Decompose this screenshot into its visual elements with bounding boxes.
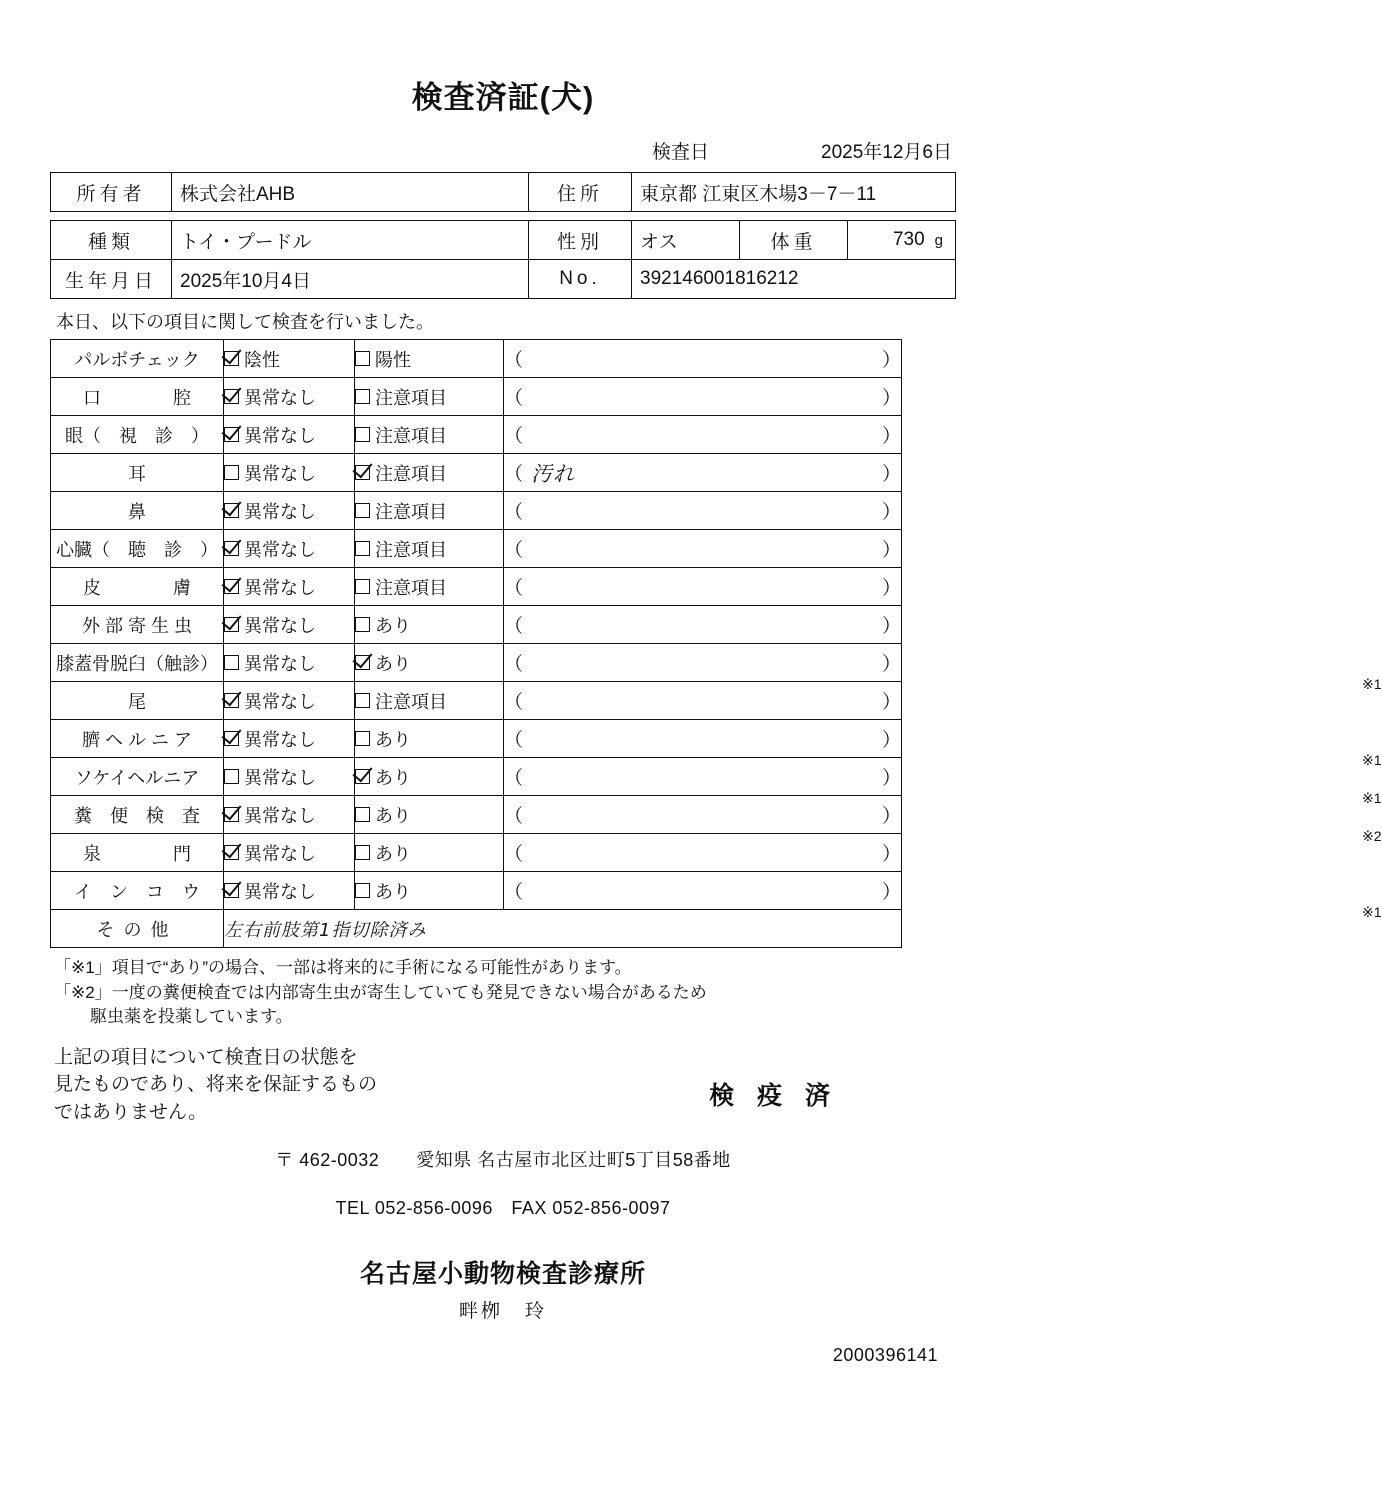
clinic-address: 〒 462-0032 愛知県 名古屋市北区辻町5丁目58番地: [275, 1149, 731, 1170]
option-1-cell[interactable]: [224, 720, 355, 758]
table-row: [51, 454, 902, 492]
disclaimer-line-1: 上記の項目について検査日の状態を: [54, 1046, 358, 1068]
table-row: [51, 796, 902, 834]
remark-cell[interactable]: [504, 454, 902, 492]
table-row: [51, 720, 902, 758]
checkbox-icon[interactable]: [355, 503, 370, 518]
note-mark: ※2: [1362, 828, 1382, 844]
option-2-label: 注意項目: [375, 425, 447, 446]
address-label: 住所: [529, 173, 632, 212]
paren-close: ）: [881, 882, 901, 903]
option-2-cell[interactable]: [355, 340, 504, 378]
other-value: 左右前肢第1指切除済み: [224, 910, 902, 948]
option-1-label: 異常なし: [244, 881, 316, 902]
option-1-label: 異常なし: [244, 615, 316, 636]
item-label: 眼（ 視 診 ）: [51, 416, 224, 454]
footnote-2: 「※2」一度の糞便検査では内部寄生虫が寄生していても発見できない場合があるため: [54, 982, 707, 1002]
owner-row: [51, 173, 956, 212]
checkbox-icon[interactable]: [224, 427, 239, 442]
item-label: 尾: [51, 682, 224, 720]
checkbox-icon[interactable]: [355, 845, 370, 860]
item-label: 膝蓋骨脱臼（触診）: [51, 644, 224, 682]
option-2-label: 陽性: [375, 349, 411, 370]
checkbox-icon[interactable]: [355, 807, 370, 822]
paren-open: （: [504, 768, 524, 789]
checkbox-icon[interactable]: [224, 465, 239, 480]
checkbox-icon[interactable]: [224, 617, 239, 632]
item-label: 鼻: [51, 492, 224, 530]
disclaimer-line-2: 見たものであり、将来を保証するもの: [54, 1074, 378, 1096]
table-row: [51, 872, 902, 910]
breed-value: トイ・プードル: [172, 221, 529, 260]
paren-close: ）: [881, 502, 901, 523]
checkbox-icon[interactable]: [224, 389, 239, 404]
remark-cell[interactable]: [504, 606, 902, 644]
option-1-label: 異常なし: [244, 577, 316, 598]
table-row: [51, 378, 902, 416]
option-2-cell[interactable]: [355, 492, 504, 530]
option-1-label: 異常なし: [244, 691, 316, 712]
footnote-1: 「※1」項目で“あり”の場合、一部は将来的に手術になる可能性があります。: [54, 958, 632, 977]
paren-open: （: [504, 388, 524, 409]
paren-close: ）: [881, 806, 901, 827]
paren-open: （: [504, 616, 524, 637]
option-1-cell[interactable]: [224, 796, 355, 834]
checkbox-icon[interactable]: [224, 351, 239, 366]
paren-open: （: [504, 426, 524, 447]
item-label: 臍 ヘ ル ニ ア: [51, 720, 224, 758]
quarantine-stamp: 検 疫 済: [709, 1081, 838, 1110]
paren-open: （: [504, 350, 524, 371]
birth-row: [51, 260, 956, 299]
option-1-label: 異常なし: [244, 767, 316, 788]
table-row: [51, 644, 902, 682]
row-gap: [51, 212, 956, 221]
item-label: 糞 便 検 査: [51, 796, 224, 834]
paren-open: （: [504, 578, 524, 599]
remark-cell[interactable]: [504, 720, 1382, 768]
address-value: 東京都 江東区木場3－7－11: [632, 173, 956, 212]
paren-close: ）: [881, 578, 901, 599]
paren-close: ）: [881, 768, 901, 789]
paren-open: （: [504, 692, 524, 713]
paren-close: ）: [881, 844, 901, 865]
checkbox-icon[interactable]: [224, 579, 239, 594]
item-label: パルボチェック: [51, 340, 224, 378]
paren-close: ）: [881, 692, 901, 713]
checkbox-icon[interactable]: [355, 465, 370, 480]
owner-value: 株式会社AHB: [172, 173, 529, 212]
note-mark: ※1: [1362, 752, 1382, 768]
remark-cell[interactable]: [504, 682, 902, 720]
checkbox-icon[interactable]: [224, 541, 239, 556]
option-1-cell[interactable]: [224, 340, 355, 378]
checkbox-icon[interactable]: [224, 883, 239, 898]
exam-items-table: [50, 339, 1382, 948]
checkbox-icon[interactable]: [355, 693, 370, 708]
paren-open: （: [504, 654, 524, 675]
option-2-label: あり: [375, 805, 411, 826]
remark-cell[interactable]: [504, 834, 902, 872]
option-2-label: あり: [375, 881, 411, 902]
remark-cell[interactable]: [504, 796, 1382, 844]
option-1-label: 異常なし: [244, 501, 316, 522]
table-row: [51, 416, 902, 454]
option-2-label: 注意項目: [375, 463, 447, 484]
option-1-label: 陰性: [244, 349, 280, 370]
breed-row: [51, 221, 956, 260]
checkbox-icon[interactable]: [224, 845, 239, 860]
table-row: [51, 492, 902, 530]
item-label: 外 部 寄 生 虫: [51, 606, 224, 644]
paren-open: （: [504, 730, 524, 751]
clinic-tel: TEL 052-856-0096 FAX 052-856-0097: [335, 1197, 671, 1218]
option-2-cell[interactable]: [355, 682, 504, 720]
paren-close: ）: [881, 654, 901, 675]
breed-label: 種類: [51, 221, 172, 260]
paren-close: ）: [881, 616, 901, 637]
option-1-cell[interactable]: [224, 682, 355, 720]
remark-text: 汚れ: [531, 461, 576, 486]
option-1-cell[interactable]: [224, 834, 355, 872]
note-mark: ※1: [1362, 904, 1382, 920]
remark-cell[interactable]: [504, 644, 1382, 692]
no-label: No.: [529, 260, 632, 299]
option-1-label: 異常なし: [244, 843, 316, 864]
paren-open: （: [504, 540, 524, 561]
item-label: 耳: [51, 454, 224, 492]
remark-cell[interactable]: [504, 530, 902, 568]
checkbox-icon[interactable]: [224, 807, 239, 822]
item-label: 心臓（ 聴 診 ）: [51, 530, 224, 568]
option-2-cell[interactable]: [355, 568, 504, 606]
option-2-cell[interactable]: [355, 872, 504, 910]
footnote-3: 駆虫薬を投薬しています。: [90, 1007, 293, 1027]
paren-close: ）: [881, 426, 901, 447]
remark-cell[interactable]: [504, 758, 1382, 806]
owner-label: 所有者: [51, 173, 172, 212]
option-1-cell[interactable]: [224, 416, 355, 454]
weight-unit: g: [934, 232, 943, 249]
option-2-cell[interactable]: [355, 606, 504, 644]
sex-value: オス: [632, 221, 740, 260]
checkbox-icon[interactable]: [355, 655, 370, 670]
table-row: [51, 834, 902, 872]
checkbox-icon[interactable]: [355, 351, 370, 366]
paren-close: ）: [881, 540, 901, 561]
paren-close: ）: [881, 730, 901, 751]
header-table: [50, 172, 956, 299]
page-title: 検査済証(犬): [411, 80, 595, 115]
option-2-cell[interactable]: [355, 720, 504, 758]
paren-open: （: [504, 844, 524, 865]
weight-value: 730: [892, 229, 925, 250]
option-1-label: 異常なし: [244, 463, 316, 484]
checkbox-icon[interactable]: [355, 617, 370, 632]
option-1-cell[interactable]: [224, 758, 355, 796]
option-2-cell[interactable]: [355, 644, 504, 682]
option-2-label: あり: [375, 767, 411, 788]
option-1-label: 異常なし: [244, 425, 316, 446]
sex-label: 性別: [529, 221, 632, 260]
item-label: イ ン コ ウ: [51, 872, 224, 910]
option-1-cell[interactable]: [224, 530, 355, 568]
clinic-name: 名古屋小動物検査診療所: [359, 1259, 646, 1288]
exam-date: [50, 137, 952, 164]
checkbox-icon[interactable]: [224, 693, 239, 708]
clinic-info: [50, 1146, 956, 1323]
option-2-label: あり: [375, 729, 411, 750]
birth-label: 生年月日: [51, 260, 172, 299]
option-1-label: 異常なし: [244, 387, 316, 408]
paren-open: （: [504, 464, 524, 485]
option-2-cell[interactable]: [355, 834, 504, 872]
option-2-cell[interactable]: [355, 378, 504, 416]
option-2-label: 注意項目: [375, 387, 447, 408]
checkbox-icon[interactable]: [355, 731, 370, 746]
checkbox-icon[interactable]: [355, 769, 370, 784]
exam-date-label: 検査日: [652, 142, 710, 163]
item-label: ソケイヘルニア: [51, 758, 224, 796]
paren-close: ）: [881, 464, 901, 485]
table-row: [51, 606, 902, 644]
exam-date-value: 2025年12月6日: [821, 142, 952, 163]
option-1-label: 異常なし: [244, 653, 316, 674]
paren-close: ）: [881, 350, 901, 371]
item-label: 口 腔: [51, 378, 224, 416]
checkbox-icon[interactable]: [224, 769, 239, 784]
option-1-cell[interactable]: [224, 872, 355, 910]
option-2-label: 注意項目: [375, 691, 447, 712]
option-2-label: 注意項目: [375, 539, 447, 560]
other-row: [51, 910, 902, 948]
checkbox-icon[interactable]: [224, 731, 239, 746]
paren-open: （: [504, 502, 524, 523]
checkbox-icon[interactable]: [355, 541, 370, 556]
remark-cell[interactable]: [504, 340, 902, 378]
option-2-cell[interactable]: [355, 530, 504, 568]
remark-cell[interactable]: [504, 568, 902, 606]
footnotes: [54, 956, 956, 1030]
option-2-label: あり: [375, 653, 411, 674]
weight-cell: [848, 221, 956, 260]
option-1-cell[interactable]: [224, 454, 355, 492]
option-2-cell[interactable]: [355, 796, 504, 834]
no-value: 392146001816212: [632, 260, 956, 299]
item-label: 皮 膚: [51, 568, 224, 606]
table-row: [51, 568, 902, 606]
checkbox-icon[interactable]: [355, 389, 370, 404]
table-row: [51, 758, 902, 796]
checkbox-icon[interactable]: [224, 503, 239, 518]
option-2-cell[interactable]: [355, 454, 504, 492]
option-1-cell[interactable]: [224, 378, 355, 416]
table-row: [51, 682, 902, 720]
certificate-page: [0, 72, 1382, 1498]
paren-open: （: [504, 882, 524, 903]
paren-open: （: [504, 806, 524, 827]
option-1-cell[interactable]: [224, 644, 355, 682]
option-2-cell[interactable]: [355, 416, 504, 454]
option-1-cell[interactable]: [224, 492, 355, 530]
checkbox-icon[interactable]: [224, 655, 239, 670]
paren-close: ）: [881, 388, 901, 409]
remark-cell[interactable]: [504, 492, 902, 530]
option-2-label: 注意項目: [375, 501, 447, 522]
remark-cell[interactable]: [504, 378, 902, 416]
birth-value: 2025年10月4日: [172, 260, 529, 299]
option-1-label: 異常なし: [244, 539, 316, 560]
lower-section: [50, 1044, 956, 1134]
option-2-label: あり: [375, 615, 411, 636]
intro-text: 本日、以下の項目に関して検査を行いました。: [56, 312, 434, 332]
remark-cell[interactable]: [504, 872, 1382, 920]
weight-label: 体重: [740, 221, 848, 260]
option-2-cell[interactable]: [355, 758, 504, 796]
option-1-cell[interactable]: [224, 568, 355, 606]
option-1-label: 異常なし: [244, 805, 316, 826]
disclaimer-line-3: ではありません。: [54, 1102, 208, 1124]
option-2-label: 注意項目: [375, 577, 447, 598]
option-1-label: 異常なし: [244, 729, 316, 750]
checkbox-icon[interactable]: [355, 427, 370, 442]
remark-cell[interactable]: [504, 416, 902, 454]
option-2-label: あり: [375, 843, 411, 864]
table-row: [51, 340, 902, 378]
clinic-person: 畔栁 玲: [458, 1300, 547, 1322]
table-row: [51, 530, 902, 568]
note-mark: ※1: [1362, 790, 1382, 806]
note-mark: ※1: [1362, 676, 1382, 692]
item-label: 泉 門: [51, 834, 224, 872]
document-number: 2000396141: [832, 1344, 938, 1365]
option-1-cell[interactable]: [224, 606, 355, 644]
checkbox-icon[interactable]: [355, 883, 370, 898]
checkbox-icon[interactable]: [355, 579, 370, 594]
other-label: その他: [51, 910, 224, 948]
